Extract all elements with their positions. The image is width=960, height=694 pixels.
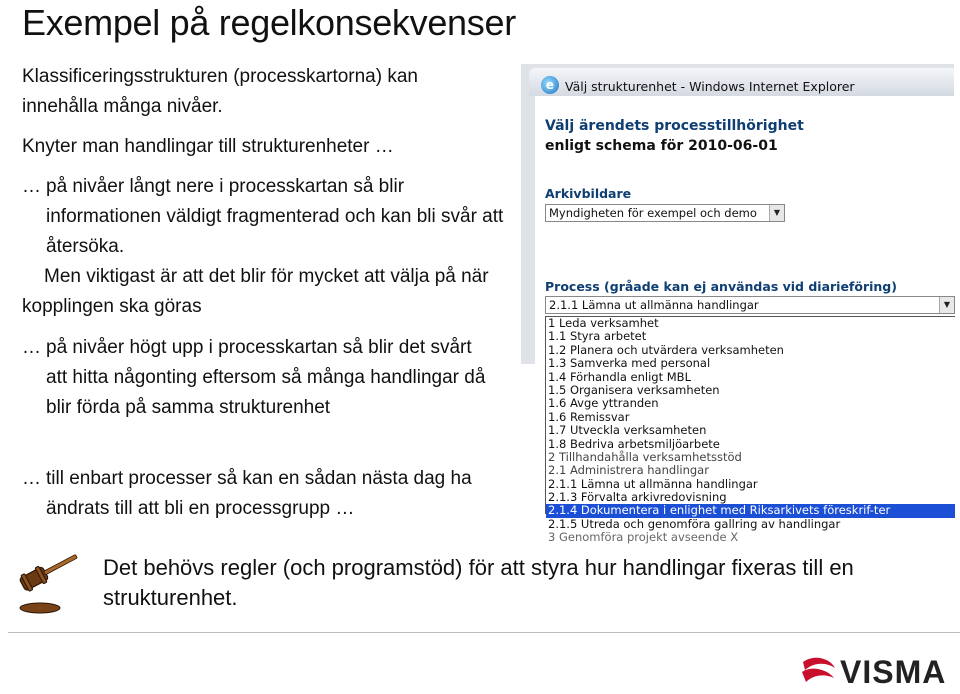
process-select[interactable] [545, 296, 955, 314]
internet-explorer-icon: e [541, 76, 559, 94]
paragraph-6-text: till enbart processer så kan en sådan nästa dag ha ändrats till att bli en processgrupp … [46, 468, 472, 519]
dialog-subheading: enligt schema för 2010-06-01 [545, 138, 778, 154]
paragraph-4-text: Men viktigast är att det blir för mycket att välja på när kopplingen ska göras [22, 266, 489, 317]
process-label: Process (gråade kan ej användas vid diarieföring) [545, 279, 897, 294]
list-item[interactable]: 2.1 Administrera handlingar [548, 463, 709, 478]
slide-title: Exempel på regelkonsekvenser [22, 2, 516, 43]
dialog-screenshot [521, 64, 954, 545]
dialog-body [535, 96, 954, 545]
list-item[interactable]: 2 Tillhandahålla verksamhetsstöd [548, 449, 742, 464]
list-item[interactable]: 1.7 Utveckla verksamheten [548, 423, 707, 438]
list-item[interactable]: 2.1.3 Förvalta arkivredovisning [548, 490, 727, 505]
list-item[interactable]: 1.6 Remissvar [548, 409, 630, 424]
paragraph-3-text: på nivåer långt nere i processkartan så blir informationen väldigt fragmenterad och kan bli svår att återsöka. [46, 176, 504, 257]
paragraph-5-text: på nivåer högt upp i processkartan så blir det svårt att hitta någonting eftersom så många handlingar då blir förda på samma strukturenhet [46, 337, 486, 418]
list-item[interactable]: 3 Genomföra projekt avseende X [548, 530, 739, 545]
window-titlebar [529, 68, 954, 96]
ellipsis-marker: … [22, 337, 41, 358]
arkivbildare-select[interactable] [545, 204, 785, 222]
list-item[interactable]: 1.8 Bedriva arbetsmiljöarbete [548, 436, 720, 451]
arkivbildare-label: Arkivbildare [545, 186, 632, 201]
gavel-icon [18, 556, 88, 616]
process-listbox[interactable] [545, 316, 955, 545]
window-title: Välj strukturenhet - Windows Internet Explorer [565, 79, 855, 94]
list-item[interactable]: 2.1.4 Dokumentera i enlighet med Riksarkivets föreskrif-ter [546, 504, 955, 517]
paragraph-1: Klassificeringsstrukturen (processkartorna) kan innehålla många nivåer. [22, 66, 418, 117]
list-item[interactable]: 1.3 Samverka med personal [548, 356, 711, 371]
paragraph-4 [22, 262, 492, 322]
visma-logo [800, 654, 956, 690]
list-item[interactable]: 1.6 Avge yttranden [548, 396, 659, 411]
ellipsis-marker: … [22, 468, 41, 489]
list-item[interactable]: 1.4 Förhandla enligt MBL [548, 369, 691, 384]
ellipsis-marker: … [22, 176, 41, 197]
dialog-heading: Välj ärendets processtillhörighet [545, 118, 804, 134]
list-item[interactable]: 2.1.5 Utreda och genomföra gallring av handlingar [548, 516, 841, 531]
visma-logo-mark-icon [800, 654, 838, 690]
paragraph-6 [22, 464, 516, 524]
list-item[interactable]: 1 Leda verksamhet [548, 316, 659, 330]
dropdown-arrow-icon[interactable]: ▼ [939, 297, 954, 313]
visma-logo-text: VISMA [840, 654, 947, 690]
dropdown-arrow-icon[interactable]: ▼ [769, 205, 784, 221]
paragraph-5 [22, 333, 496, 423]
process-value: 2.1.1 Lämna ut allmänna handlingar [549, 298, 759, 312]
paragraph-3 [22, 172, 516, 262]
paragraph-2: Knyter man handlingar till strukturenheter … [22, 136, 394, 157]
list-item[interactable]: 1.5 Organisera verksamheten [548, 382, 720, 397]
list-item[interactable]: 2.1.1 Lämna ut allmänna handlingar [548, 476, 758, 491]
rule-statement: Det behövs regler (och programstöd) för att styra hur handlingar fixeras till en strukturenhet. [103, 555, 854, 610]
list-item[interactable]: 1.2 Planera och utvärdera verksamheten [548, 342, 784, 357]
arkivbildare-value: Myndigheten för exempel och demo [549, 206, 757, 220]
list-item[interactable]: 1.1 Styra arbetet [548, 329, 647, 344]
footer-divider [8, 632, 960, 633]
